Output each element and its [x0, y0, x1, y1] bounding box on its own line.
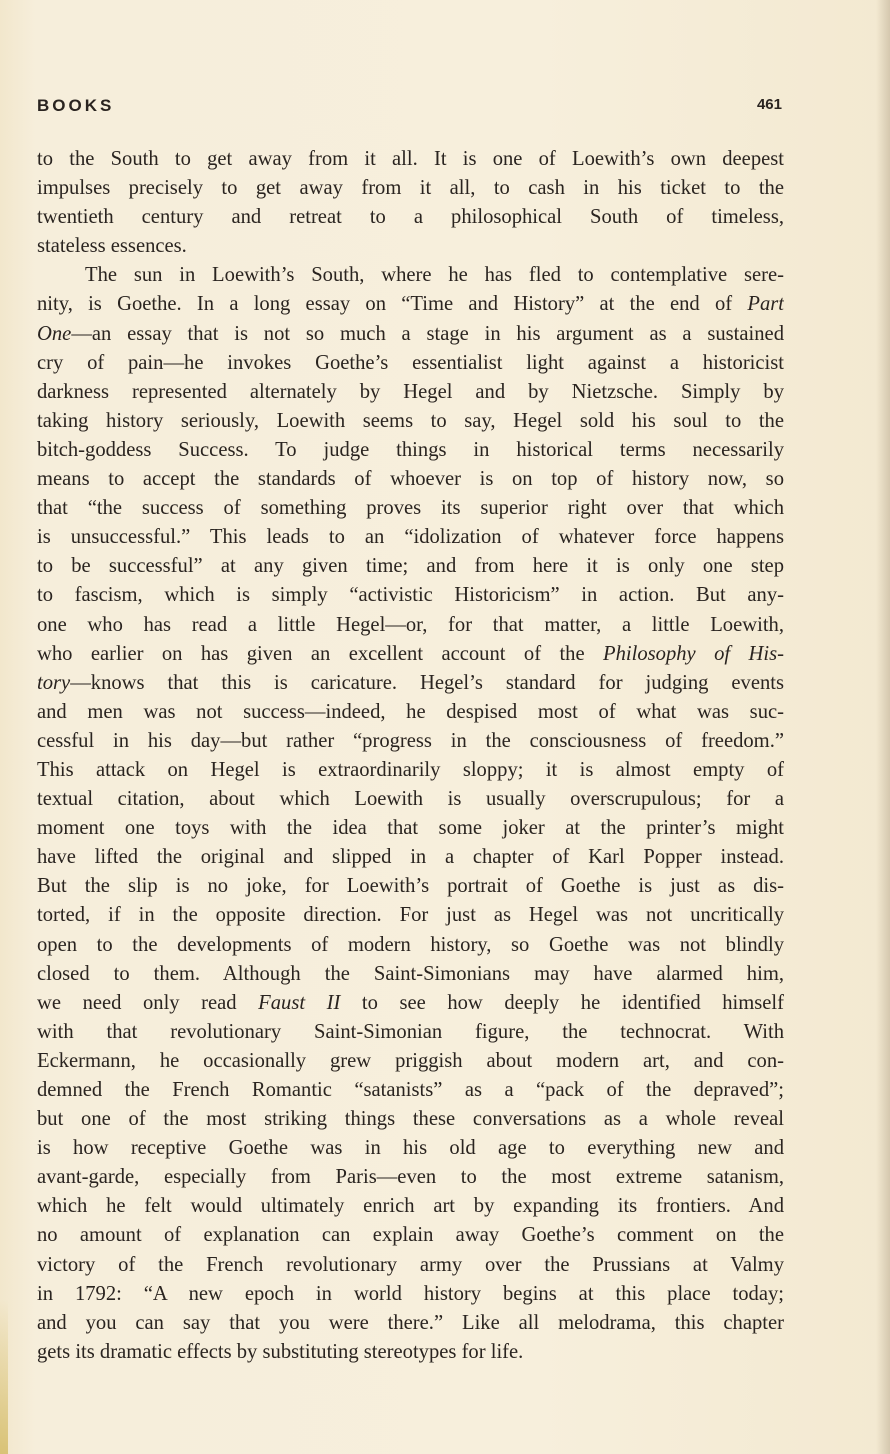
text-line	[37, 1076, 784, 1105]
text-line	[37, 960, 784, 989]
text-line	[37, 843, 784, 872]
text-segment: to be successful” at any given time; and from here it is only one step	[37, 555, 784, 578]
text-line	[37, 1134, 784, 1163]
text-segment: that “the success of something proves its superior right over that which	[37, 497, 784, 520]
text-segment: impulses precisely to get away from it all, to cash in his ticket to the	[37, 177, 784, 200]
text-line	[37, 1309, 784, 1338]
text-segment: twentieth century and retreat to a philosophical South of timeless,	[37, 206, 784, 229]
text-segment: stateless essences.	[37, 235, 187, 258]
text-line	[37, 756, 784, 785]
text-segment: who earlier on has given an excellent account of the	[37, 642, 604, 665]
page-edge-discoloration	[0, 1300, 8, 1454]
text-segment: have lifted the original and slipped in a chapter of Karl Popper instead.	[37, 846, 784, 869]
text-line	[37, 931, 784, 960]
text-segment: to fascism, which is simply “activistic Historicism” in action. But any-	[37, 584, 784, 607]
text-line	[37, 378, 784, 407]
text-segment: taking history seriously, Loewith seems to say, Hegel sold his soul to the	[37, 409, 784, 432]
text-segment: to see how deeply he identified himself	[340, 991, 784, 1014]
text-line	[37, 872, 784, 901]
text-segment: nity, is Goethe. In a long essay on “Time and History” at the end of	[37, 293, 748, 316]
text-line	[37, 901, 784, 930]
text-segment: This attack on Hegel is extraordinarily sloppy; it is almost empty of	[37, 758, 784, 781]
italic-text-segment: Faust II	[258, 991, 341, 1014]
running-head: BOOKS	[37, 96, 115, 115]
text-segment: avant-garde, especially from Paris—even to the most extreme satanism,	[37, 1166, 784, 1189]
text-segment: Eckermann, he occasionally grew priggish about modern art, and con-	[37, 1049, 784, 1072]
text-line	[37, 669, 784, 698]
text-line	[37, 407, 784, 436]
text-line	[37, 465, 784, 494]
text-line	[37, 1251, 784, 1280]
italic-text-segment: One	[37, 322, 72, 345]
text-segment: is unsuccessful.” This leads to an “idolization of whatever force happens	[37, 526, 784, 549]
page-header	[37, 96, 782, 120]
text-segment: open to the developments of modern history, so Goethe was not blindly	[37, 933, 784, 956]
text-line	[37, 1221, 784, 1250]
text-line	[37, 232, 784, 261]
text-segment: with that revolutionary Saint-Simonian figure, the technocrat. With	[37, 1020, 784, 1043]
italic-text-segment: Part	[747, 293, 784, 316]
text-segment: is how receptive Goethe was in his old age to everything new and	[37, 1137, 784, 1160]
text-segment: but one of the most striking things these conversations as a whole reveal	[37, 1108, 784, 1131]
text-segment: darkness represented alternately by Hegel and by Nietzsche. Simply by	[37, 380, 784, 403]
text-line	[37, 581, 784, 610]
text-line	[37, 203, 784, 232]
text-segment: and you can say that you were there.” Like all melodrama, this chapter	[37, 1311, 784, 1334]
text-segment: torted, if in the opposite direction. For just as Hegel was not uncritically	[37, 904, 784, 927]
italic-text-segment: Philosophy of His-	[603, 642, 784, 665]
text-segment: in 1792: “A new epoch in world history begins at this place today;	[37, 1282, 784, 1305]
text-segment: —knows that this is caricature. Hegel’s standard for judging events	[70, 671, 784, 694]
text-line	[37, 1047, 784, 1076]
text-line	[37, 814, 784, 843]
text-segment: victory of the French revolutionary army over the Prussians at Valmy	[37, 1253, 784, 1276]
text-line	[37, 145, 784, 174]
text-line	[37, 436, 784, 465]
text-line	[37, 1105, 784, 1134]
text-segment: gets its dramatic effects by substituting stereotypes for life.	[37, 1340, 524, 1363]
page-number: 461	[756, 96, 782, 113]
text-segment: one who has read a little Hegel—or, for that matter, a little Loewith,	[37, 613, 784, 636]
text-segment: cessful in his day—but rather “progress in the consciousness of freedom.”	[37, 729, 784, 752]
text-segment: But the slip is no joke, for Loewith’s portrait of Goethe is just as dis-	[37, 875, 784, 898]
text-line	[37, 1280, 784, 1309]
text-line	[37, 494, 784, 523]
text-line	[37, 1192, 784, 1221]
text-segment: moment one toys with the idea that some joker at the printer’s might	[37, 817, 784, 840]
body-text	[37, 145, 784, 1367]
text-segment: which he felt would ultimately enrich art by expanding its frontiers. And	[37, 1195, 784, 1218]
text-line	[37, 611, 784, 640]
text-line	[37, 698, 784, 727]
text-line	[37, 640, 784, 669]
text-segment: closed to them. Although the Saint-Simonians may have alarmed him,	[37, 962, 784, 985]
text-line	[37, 989, 784, 1018]
text-segment: to the South to get away from it all. It is one of Loewith’s own deepest	[37, 148, 784, 170]
text-line	[37, 727, 784, 756]
text-line	[37, 1163, 784, 1192]
text-line	[37, 174, 784, 203]
text-line	[37, 785, 784, 814]
text-segment: cry of pain—he invokes Goethe’s essentialist light against a historicist	[37, 351, 784, 374]
text-segment: textual citation, about which Loewith is usually overscrupulous; for a	[37, 788, 784, 811]
text-line	[37, 290, 784, 319]
text-line	[37, 1338, 784, 1367]
text-line	[37, 320, 784, 349]
italic-text-segment: tory	[37, 671, 71, 694]
text-segment: bitch-goddess Success. To judge things in historical terms necessarily	[37, 438, 784, 461]
text-segment: we need only read	[37, 991, 259, 1014]
page-edge-shadow	[876, 0, 890, 1454]
text-segment: demned the French Romantic “satanists” as a “pack of the depraved”;	[37, 1079, 784, 1101]
text-segment: means to accept the standards of whoever is on top of history now, so	[37, 468, 784, 491]
text-segment: and men was not success—indeed, he despised most of what was suc-	[37, 700, 784, 723]
text-line	[37, 1018, 784, 1047]
text-segment: no amount of explanation can explain away Goethe’s comment on the	[37, 1224, 784, 1247]
text-segment: —an essay that is not so much a stage in his argument as a sustained	[71, 322, 784, 345]
text-line	[37, 261, 784, 290]
text-segment: The sun in Loewith’s South, where he has fled to contemplative sere-	[85, 264, 784, 287]
text-line	[37, 552, 784, 581]
text-line	[37, 523, 784, 552]
text-line	[37, 349, 784, 378]
